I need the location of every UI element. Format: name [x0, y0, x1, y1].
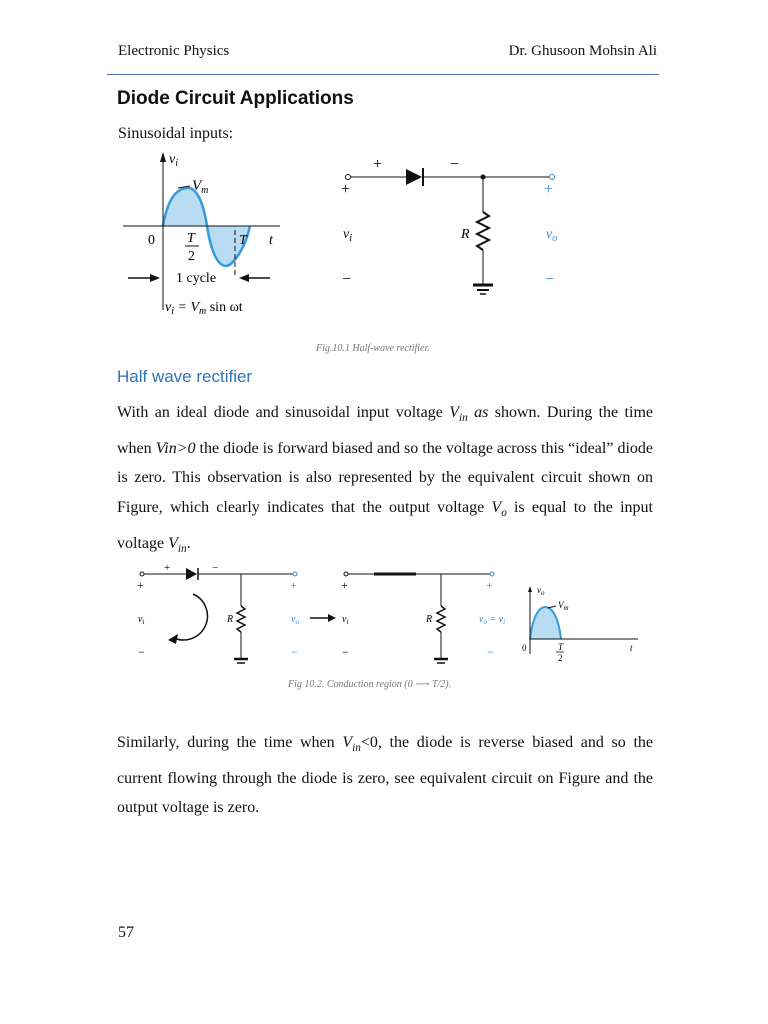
- b-input-label: $v_i$: [342, 614, 349, 626]
- time-label: t: [269, 233, 273, 248]
- plot-vertical-arrow: [528, 586, 532, 592]
- output-minus: −: [545, 271, 555, 288]
- cycle-label: 1 cycle: [176, 271, 217, 286]
- plot-peak-label: $V_m$: [558, 600, 569, 612]
- b-input-plus: +: [341, 578, 348, 592]
- plot-half-numerator: T: [558, 642, 564, 652]
- a-diode-icon: [186, 568, 197, 580]
- input-voltage-label: $v_i$: [343, 227, 352, 244]
- cycle-arrowhead-left: [150, 274, 160, 282]
- half-period-numerator: T: [187, 231, 195, 246]
- origin-label: 0: [148, 233, 155, 248]
- output-voltage-label: $v_o$: [546, 227, 558, 244]
- paragraph-forward-bias: With an ideal diode and sinusoidal input voltage $V_{in}$ as shown. During the time when Vin>0 the diode is forward biased and so the voltage across this “ideal” diode is zero. This observation is also represented by the equivalent circuit shown on Figure, which clearly indicates that the output voltage $V_o$ is equal to the input voltage $V_{in}$.: [117, 404, 654, 555]
- vertical-axis-arrow: [160, 152, 166, 162]
- current-arc: [174, 594, 207, 640]
- equivalent-arrowhead: [328, 614, 336, 622]
- peak-label: $V_m$: [192, 178, 209, 196]
- figure2-caption: Fig 10.2. Conduction region (0 ⟶ T/2).: [288, 679, 452, 690]
- half-period-denominator: 2: [188, 249, 195, 264]
- cycle-arrowhead-right: [239, 274, 249, 282]
- a-resistor-icon: [237, 606, 245, 632]
- output-terminal-top: [550, 175, 555, 180]
- b-output-equation: $v_o = v_i$: [479, 614, 506, 626]
- figure2-conduction-region: [130, 562, 650, 672]
- b-output-plus: +: [486, 578, 493, 592]
- output-half-fill: [530, 607, 561, 639]
- header-rule: [107, 74, 659, 75]
- page-title: Diode Circuit Applications: [117, 88, 354, 109]
- intro-text: Sinusoidal inputs:: [118, 125, 234, 142]
- a-input-plus: +: [137, 578, 144, 592]
- section-heading: Half wave rectifier: [117, 367, 253, 386]
- plot-axis-label: $v_o$: [537, 585, 545, 597]
- b-resistor-icon: [437, 606, 445, 632]
- figure1-caption: Fig.10.1 Half-wave rectifier.: [316, 343, 430, 354]
- plot-origin-label: 0: [522, 643, 527, 653]
- input-plus: +: [341, 181, 351, 198]
- figure1-sine-waveform: [118, 150, 293, 330]
- axis-label-vi: $v_i$: [169, 152, 178, 169]
- paragraph-reverse-bias: Similarly, during the time when $V_{in}<0$, the diode is reverse biased and so the current flowing through the diode is zero, see equivalent circuit on Figure and the output voltage is zero.: [117, 734, 653, 817]
- diode-minus: −: [450, 156, 460, 173]
- b-input-minus: −: [342, 645, 349, 659]
- plot-time-label: t: [630, 643, 633, 653]
- period-label: T: [239, 233, 247, 248]
- figure1-halfwave-circuit: [330, 150, 570, 310]
- input-equation: $v_i = V_m$ sin ωt: [165, 300, 243, 317]
- current-arrowhead: [168, 634, 178, 644]
- a-output-plus: +: [290, 578, 297, 592]
- page-number: 57: [118, 924, 134, 941]
- input-terminal-top: [346, 175, 351, 180]
- header-author: Dr. Ghusoon Mohsin Ali: [508, 43, 657, 59]
- a-output-minus: −: [291, 645, 298, 659]
- diode-icon: [406, 169, 422, 185]
- header-course-title: Electronic Physics: [118, 43, 230, 59]
- b-output-terminal: [490, 572, 494, 576]
- resistor-icon: [477, 212, 489, 250]
- a-input-label: $v_i$: [138, 614, 145, 626]
- a-output-terminal: [293, 572, 297, 576]
- b-output-minus: −: [487, 645, 494, 659]
- a-resistor-label: R: [227, 614, 234, 625]
- a-input-terminal: [140, 572, 144, 576]
- output-plus: +: [544, 181, 554, 198]
- resistor-label: R: [461, 227, 470, 242]
- a-output-label: $v_o$: [291, 614, 299, 626]
- a-diode-minus: −: [212, 562, 219, 574]
- diode-plus: +: [373, 156, 383, 173]
- b-resistor-label: R: [426, 614, 433, 625]
- plot-half-denominator: 2: [558, 653, 563, 663]
- a-input-minus: −: [138, 645, 145, 659]
- input-minus: −: [342, 271, 352, 288]
- b-input-terminal: [344, 572, 348, 576]
- a-diode-plus: +: [164, 562, 171, 574]
